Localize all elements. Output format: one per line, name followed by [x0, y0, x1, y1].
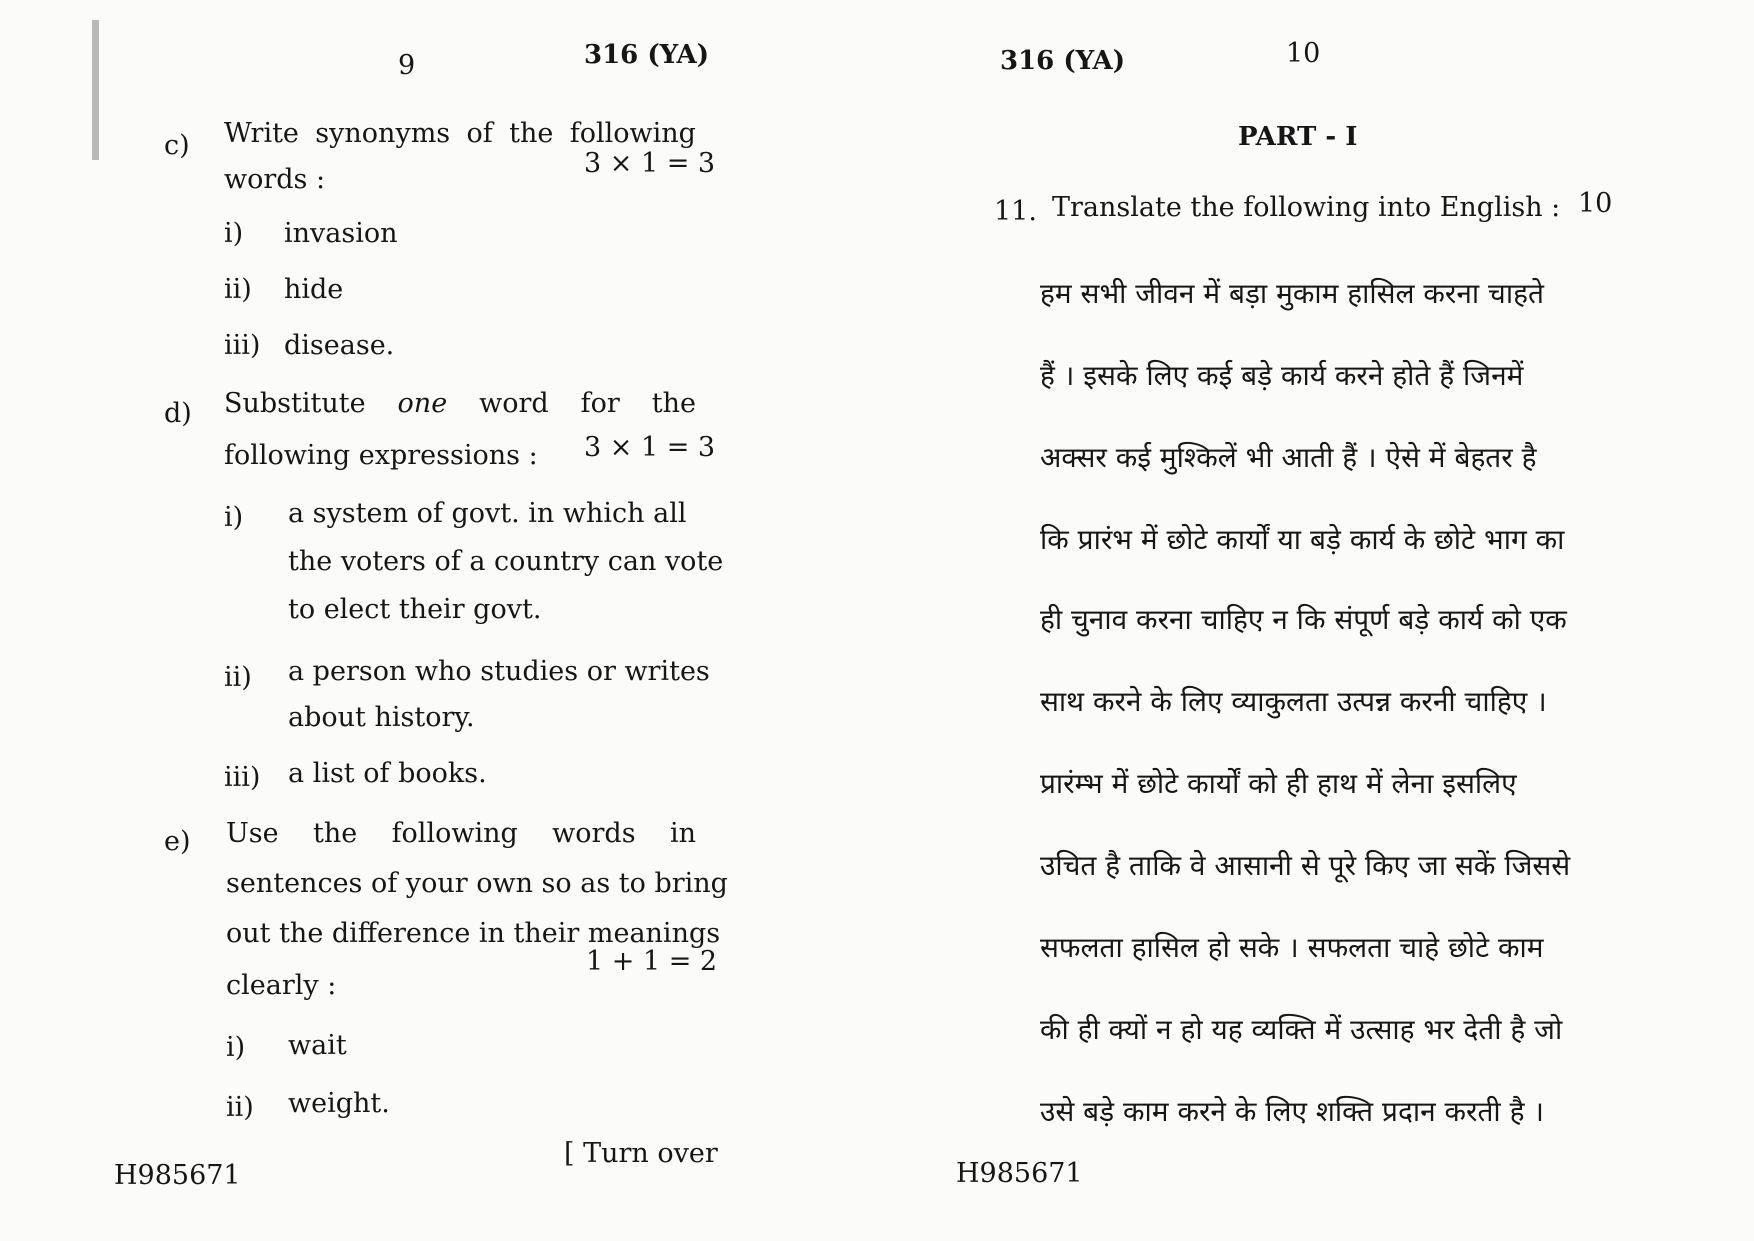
question-line: sentences of your own so as to bring — [226, 868, 728, 899]
question-line: Substitute one word for the — [224, 388, 696, 419]
passage-line: उचित है ताकि वे आसानी से पूरे किए जा सकें जिससे — [1040, 849, 1571, 882]
marks: 10 — [1578, 188, 1613, 219]
question-number: 11. — [994, 196, 1037, 227]
item-text: a person who studies or writes — [288, 656, 710, 687]
passage-line: की ही क्यों न हो यह व्यक्ति में उत्साह भर देती है जो — [1040, 1013, 1563, 1046]
question-line: out the difference in their meanings — [226, 918, 721, 949]
footer-code: H985671 — [956, 1158, 1083, 1189]
passage-line: प्रारंम्भ में छोटे कार्यों को ही हाथ में लेना इसलिए — [1040, 767, 1517, 800]
item-text: about history. — [288, 702, 475, 733]
passage-line: सफलता हासिल हो सके । सफलता चाहे छोटे काम — [1040, 931, 1544, 964]
question-label: e) — [164, 826, 191, 857]
question-label: c) — [164, 130, 190, 161]
passage-line: अक्सर कई मुश्किलें भी आती हैं । ऐसे में बेहतर है — [1040, 441, 1537, 474]
item-text: hide — [284, 274, 344, 305]
passage-line: साथ करने के लिए व्याकुलता उत्पन्न करनी चाहिए । — [1040, 685, 1547, 718]
item-text: a system of govt. in which all — [288, 498, 687, 529]
passage-line: उसे बड़े काम करने के लिए शक्ति प्रदान करती है । — [1040, 1095, 1544, 1128]
scan-edge-mark — [92, 20, 99, 160]
item-text: weight. — [288, 1088, 390, 1119]
question-text: Translate the following into English : — [1052, 192, 1561, 223]
passage-line: ही चुनाव करना चाहिए न कि संपूर्ण बड़े कार्य को एक — [1040, 603, 1567, 636]
question-line: Use the following words in — [226, 818, 696, 849]
marks: 3 × 1 = 3 — [584, 148, 716, 179]
paper-code: 316 (YA) — [584, 40, 709, 70]
page-number: 9 — [398, 50, 416, 81]
item-text: wait — [288, 1030, 347, 1061]
item-number: ii) — [226, 1092, 254, 1123]
page-number: 10 — [1286, 38, 1321, 69]
item-number: i) — [224, 218, 244, 249]
item-text: the voters of a country can vote — [288, 546, 724, 577]
passage-line: हम सभी जीवन में बड़ा मुकाम हासिल करना चाहते — [1040, 277, 1544, 310]
question-line: clearly : — [226, 970, 337, 1001]
question-line: words : — [224, 164, 326, 195]
paper-code: 316 (YA) — [1000, 46, 1125, 76]
item-number: iii) — [224, 330, 261, 361]
passage-line: हैं । इसके लिए कई बड़े कार्य करने होते हैं जिनमें — [1040, 359, 1524, 392]
footer-code: H985671 — [114, 1160, 241, 1191]
item-text: to elect their govt. — [288, 594, 542, 625]
part-heading: PART - I — [1238, 122, 1358, 152]
item-text: a list of books. — [288, 758, 487, 789]
question-line: Write synonyms of the following — [224, 118, 696, 149]
item-number: ii) — [224, 274, 252, 305]
item-number: ii) — [224, 662, 252, 693]
marks: 3 × 1 = 3 — [584, 432, 716, 463]
question-line: following expressions : — [224, 440, 538, 471]
item-number: i) — [226, 1032, 246, 1063]
item-text: invasion — [284, 218, 398, 249]
passage-line: कि प्रारंभ में छोटे कार्यों या बड़े कार्य के छोटे भाग का — [1040, 523, 1565, 556]
item-text: disease. — [284, 330, 395, 361]
item-number: iii) — [224, 762, 261, 793]
turn-over-note: [ Turn over — [564, 1138, 718, 1169]
item-number: i) — [224, 502, 244, 533]
question-label: d) — [164, 398, 192, 429]
marks: 1 + 1 = 2 — [586, 946, 718, 977]
